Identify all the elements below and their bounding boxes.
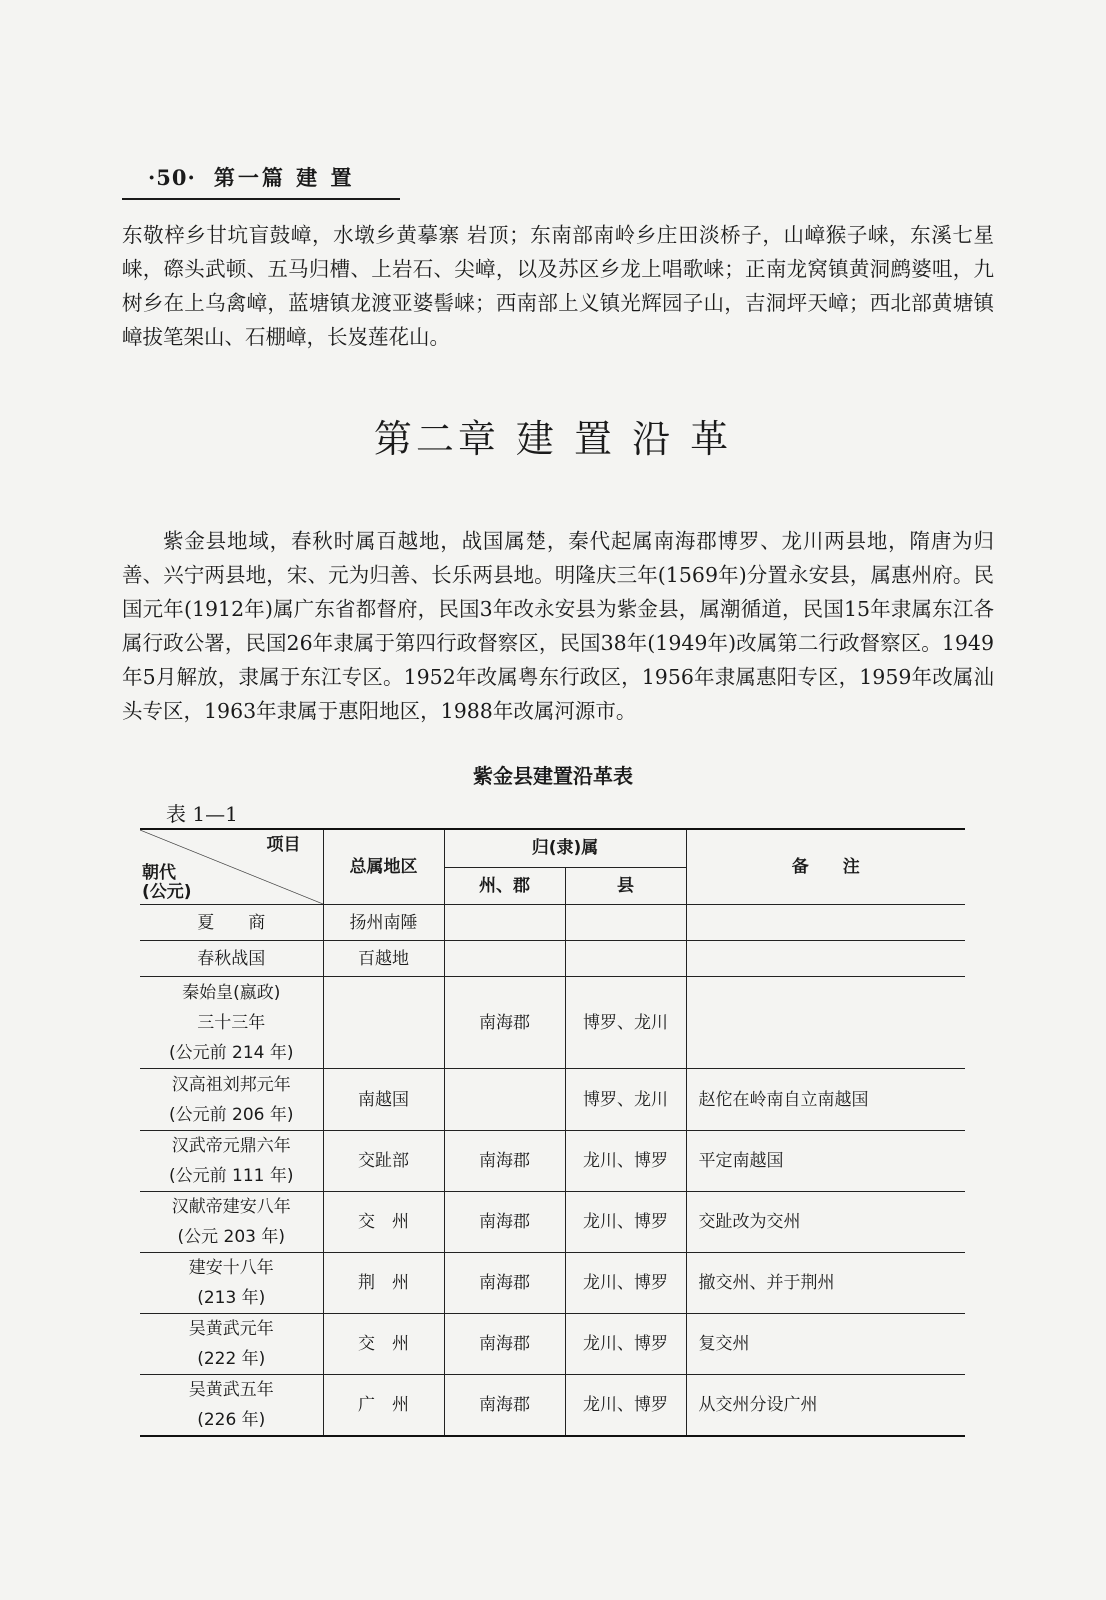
county-cell: 龙川、博罗 xyxy=(565,1375,686,1437)
part-title: 第一篇 建 置 xyxy=(213,165,355,190)
region-cell: 扬州南陲 xyxy=(323,905,444,941)
header-item: 项目 xyxy=(266,835,301,855)
prefecture-cell xyxy=(444,941,565,977)
prefecture-cell: 南海郡 xyxy=(444,1375,565,1437)
running-header xyxy=(148,162,398,202)
region-cell xyxy=(323,977,444,1069)
table-row xyxy=(140,1192,965,1253)
prefecture-cell xyxy=(444,905,565,941)
county-cell: 龙川、博罗 xyxy=(565,1192,686,1253)
header-affiliation: 归(隶)属 xyxy=(444,829,686,867)
header-region: 总属地区 xyxy=(323,829,444,905)
remark-cell: 赵佗在岭南自立南越国 xyxy=(686,1069,965,1131)
table-row xyxy=(140,905,965,941)
remark-cell xyxy=(686,977,965,1069)
table-row xyxy=(140,1131,965,1192)
remark-cell: 撤交州、并于荆州 xyxy=(686,1253,965,1314)
dynasty-cell: 夏 商 xyxy=(140,905,323,941)
table-row xyxy=(140,1253,965,1314)
prefecture-cell: 南海郡 xyxy=(444,977,565,1069)
region-cell: 荆 州 xyxy=(323,1253,444,1314)
dynasty-cell: 春秋战国 xyxy=(140,941,323,977)
remark-cell xyxy=(686,905,965,941)
dynasty-cell: 建安十八年 (213 年) xyxy=(140,1253,323,1314)
remark-cell: 从交州分设广州 xyxy=(686,1375,965,1437)
header-dynasty: 朝代 (公元) xyxy=(142,863,192,902)
remark-cell: 平定南越国 xyxy=(686,1131,965,1192)
county-cell: 博罗、龙川 xyxy=(565,977,686,1069)
main-paragraph: 紫金县地域，春秋时属百越地，战国属楚，秦代起属南海郡博罗、龙川两县地，隋唐为归善、兴宁两县地，宋、元为归善、长乐两县地。明隆庆三年(1569年)分置永安县，属惠州府。民国元年(1912年)属广东省都督府，民国3年改永安县为紫金县，属潮循道，民国15年隶属东江各属行政公署，民国26年隶属于第四行政督察区，民国38年(1949年)改属第二行政督察区。1949年5月解放，隶属于东江专区。1952年改属粤东行政区，1956年隶属惠阳专区，1959年改属汕头专区，1963年隶属于惠阳地区，1988年改属河源市。 xyxy=(122,529,994,723)
prefecture-cell xyxy=(444,1069,565,1131)
table-row xyxy=(140,941,965,977)
header-prefecture: 州、郡 xyxy=(444,867,565,905)
dynasty-cell: 吴黄武元年 (222 年) xyxy=(140,1314,323,1375)
county-cell xyxy=(565,905,686,941)
county-cell: 龙川、博罗 xyxy=(565,1253,686,1314)
region-cell: 交 州 xyxy=(323,1314,444,1375)
chapter-title: 第二章 建 置 沿 革 xyxy=(373,417,733,461)
header-remarks: 备 注 xyxy=(686,829,965,905)
region-cell: 交趾部 xyxy=(323,1131,444,1192)
dynasty-cell: 汉献帝建安八年 (公元 203 年) xyxy=(140,1192,323,1253)
page-number: ·50· xyxy=(148,165,196,190)
remark-cell: 交趾改为交州 xyxy=(686,1192,965,1253)
prefecture-cell: 南海郡 xyxy=(444,1253,565,1314)
diagonal-header xyxy=(140,830,323,904)
dynasty-cell: 秦始皇(嬴政) 三十三年 (公元前 214 年) xyxy=(140,977,323,1069)
region-cell: 百越地 xyxy=(323,941,444,977)
intro-paragraph: 东敬梓乡甘坑盲鼓嶂，水墩乡黄摹寨 岩顶；东南部南岭乡庄田淡桥子，山嶂猴子崃，东溪七星崃，磜头武顿、五马归槽、上岩石、尖嶂，以及苏区乡龙上唱歌崃；正南龙窝镇黄洞鹧婆咀，九树乡在上乌禽嶂，蓝塘镇龙渡亚婆髻崃；西南部上义镇光辉园子山，吉洞坪天嶂；西北部黄塘镇嶂拔笔架山、石棚嶂，长岌莲花山。 xyxy=(122,223,994,349)
header-county: 县 xyxy=(565,867,686,905)
county-cell: 龙川、博罗 xyxy=(565,1131,686,1192)
table-row xyxy=(140,1069,965,1131)
prefecture-cell: 南海郡 xyxy=(444,1131,565,1192)
table-row xyxy=(140,1375,965,1437)
region-cell: 交 州 xyxy=(323,1192,444,1253)
header-rule xyxy=(122,198,400,200)
remark-cell: 复交州 xyxy=(686,1314,965,1375)
dynasty-cell: 吴黄武五年 (226 年) xyxy=(140,1375,323,1437)
county-cell: 龙川、博罗 xyxy=(565,1314,686,1375)
county-cell xyxy=(565,941,686,977)
prefecture-cell: 南海郡 xyxy=(444,1192,565,1253)
prefecture-cell: 南海郡 xyxy=(444,1314,565,1375)
table-row xyxy=(140,977,965,1069)
county-cell: 博罗、龙川 xyxy=(565,1069,686,1131)
table-header-row xyxy=(140,829,965,867)
table-number: 表 1—1 xyxy=(166,802,238,826)
region-cell: 南越国 xyxy=(323,1069,444,1131)
region-cell: 广 州 xyxy=(323,1375,444,1437)
history-table xyxy=(140,828,965,1437)
table-title: 紫金县建置沿革表 xyxy=(473,764,633,788)
dynasty-cell: 汉武帝元鼎六年 (公元前 111 年) xyxy=(140,1131,323,1192)
remark-cell xyxy=(686,941,965,977)
corner-header-cell xyxy=(140,829,323,905)
dynasty-cell: 汉高祖刘邦元年 (公元前 206 年) xyxy=(140,1069,323,1131)
table-row xyxy=(140,1314,965,1375)
